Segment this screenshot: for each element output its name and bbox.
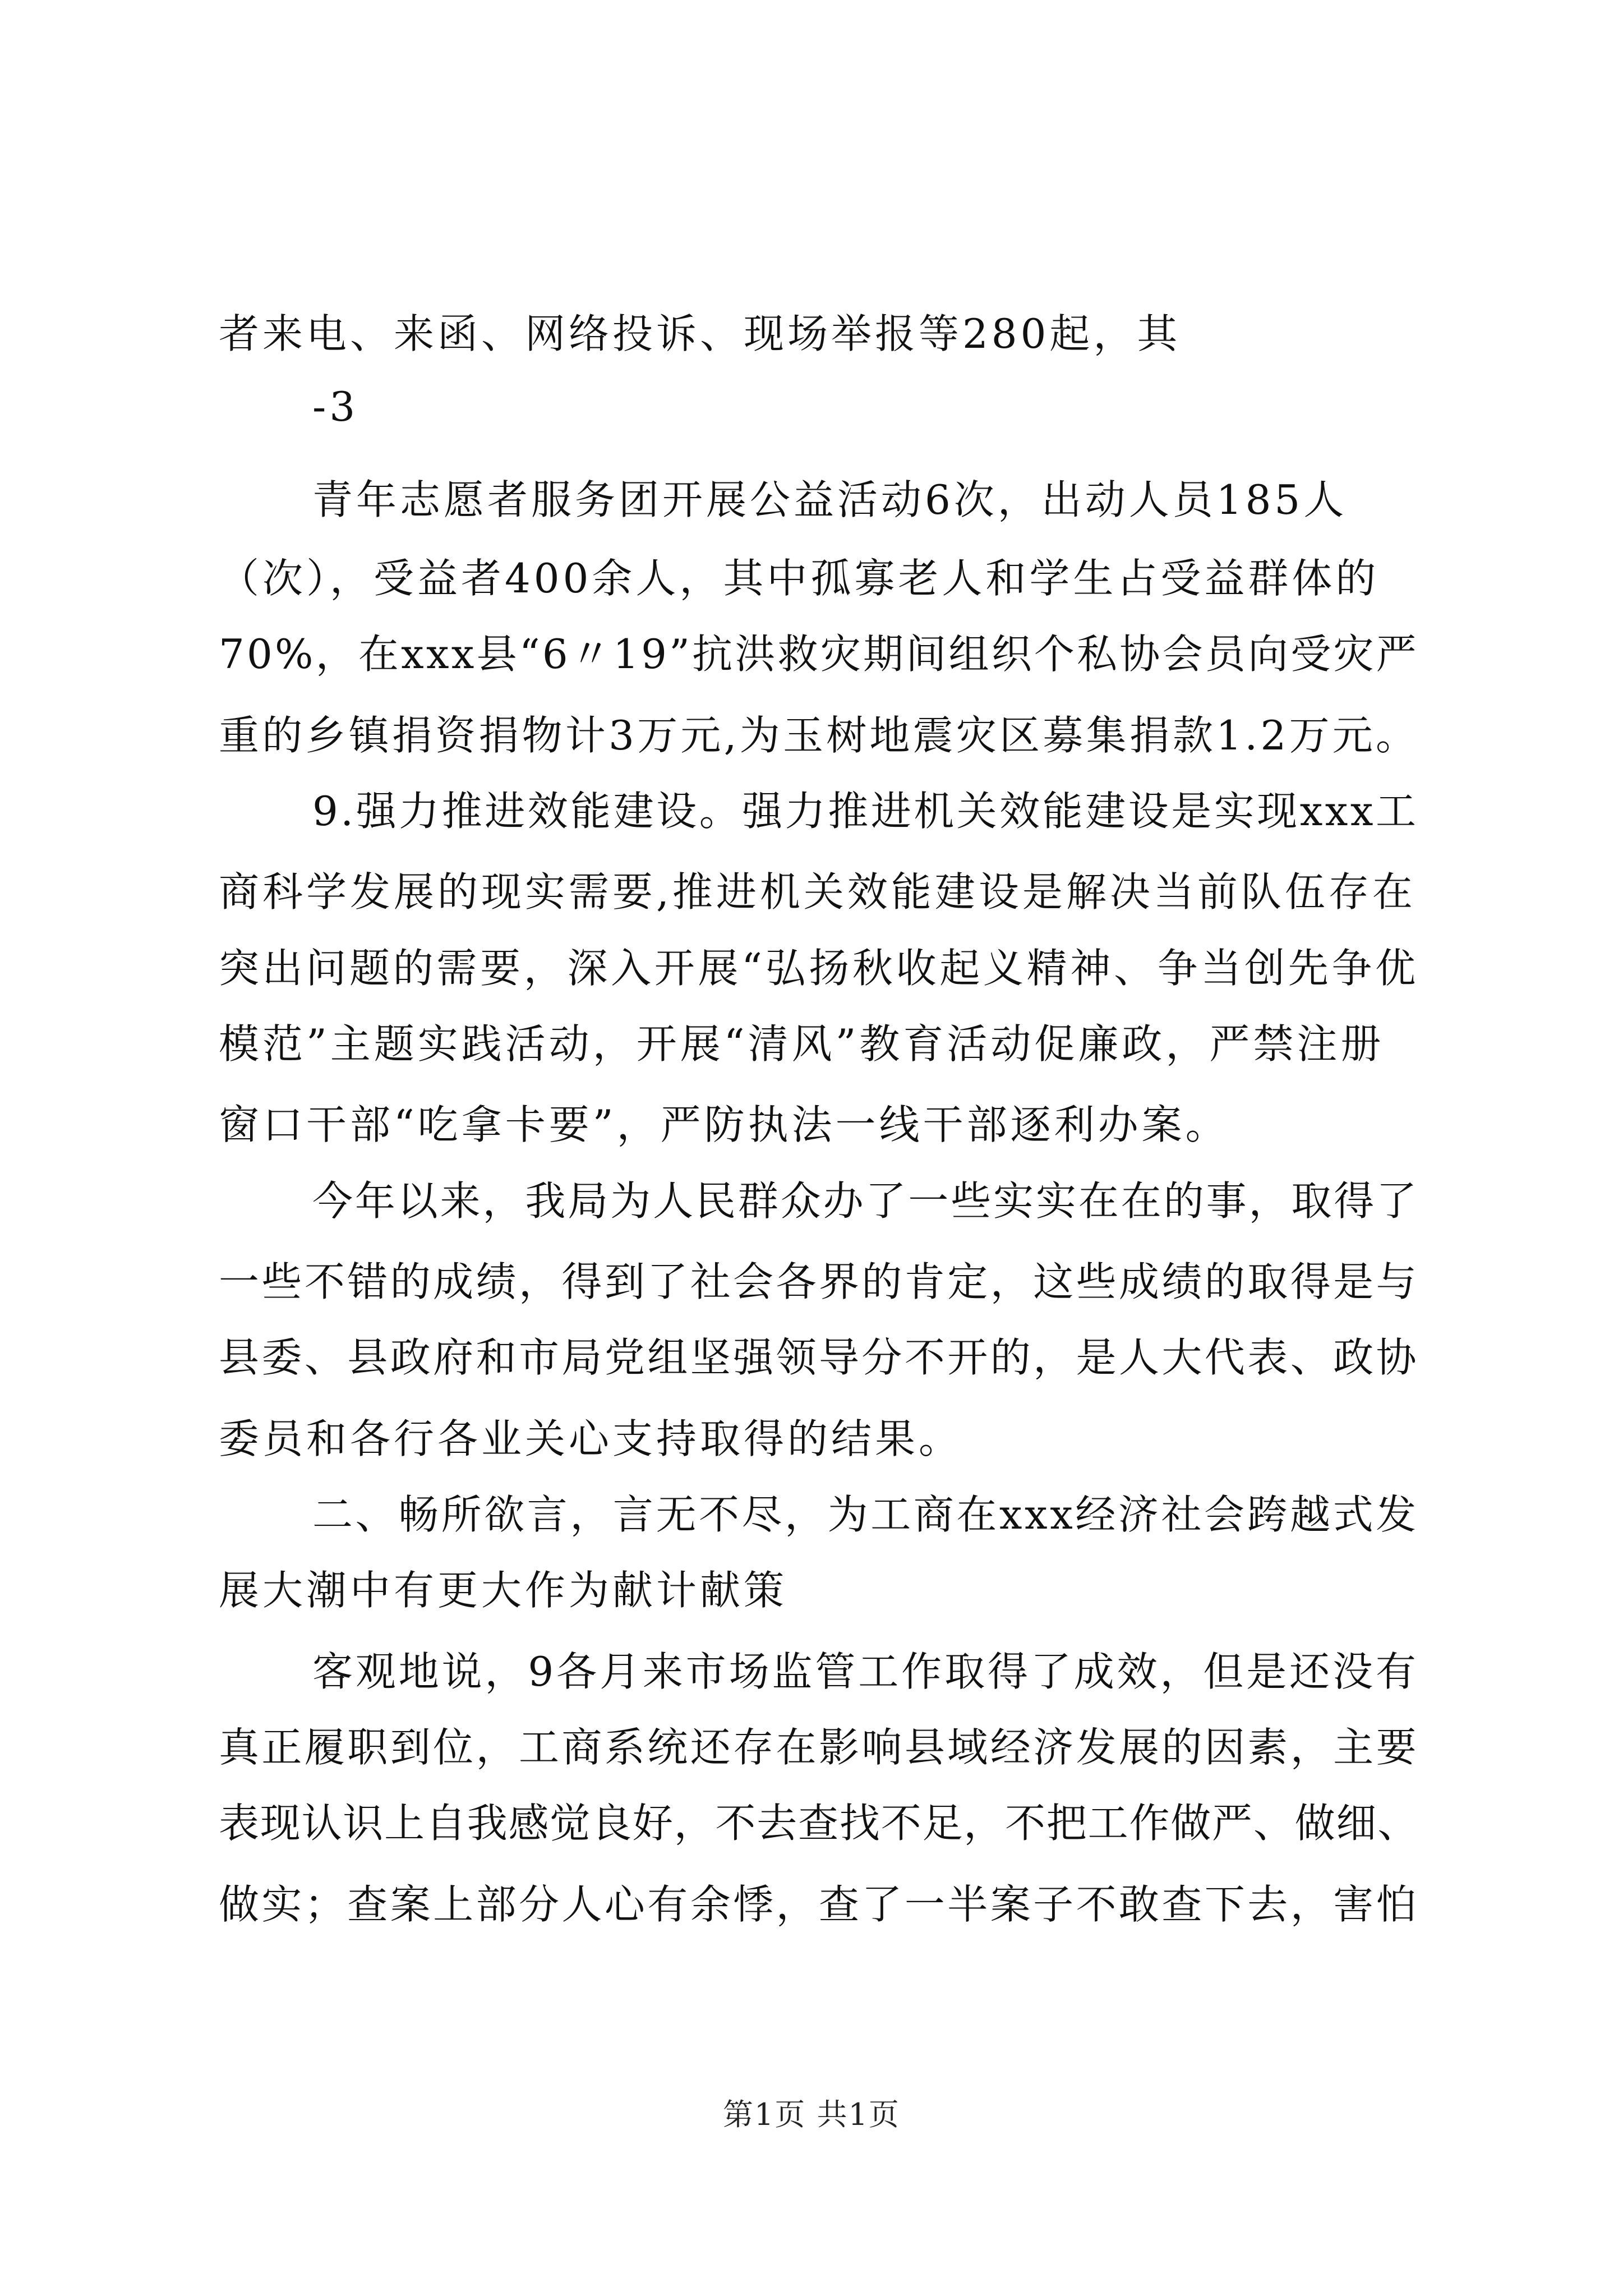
- section-heading: 展大潮中有更大作为献计献策: [219, 1567, 788, 1614]
- text-line: 做实；查案上部分人心有余悸，查了一半案子不敢查下去，害怕: [219, 1881, 1419, 1928]
- paragraph-line: 客观地说，9各月来市场监管工作取得了成效，但是还没有: [312, 1648, 1419, 1695]
- paragraph-line: 青年志愿者服务团开展公益活动6次，出动人员185人: [312, 476, 1348, 523]
- text-line: 商科学发展的现实需要,推进机关效能建设是解决当前队伍存在: [219, 868, 1416, 915]
- page-footer: 第1页 共1页: [723, 2097, 900, 2132]
- section-heading: 二、畅所欲言，言无不尽，为工商在xxx经济社会跨越式发: [312, 1491, 1419, 1538]
- text-line: 者来电、来函、网络投诉、现场举报等280起，其: [219, 310, 1181, 357]
- text-line: 70%，在xxx县“6〃19”抗洪救灾期间组织个私协会员向受灾严: [219, 631, 1419, 678]
- text-line: 模范”主题实践活动，开展“清风”教育活动促廉政，严禁注册: [219, 1020, 1385, 1068]
- page-fragment-number: -3: [312, 383, 359, 430]
- paragraph-line: 9.强力推进效能建设。强力推进机关效能建设是实现xxx工: [312, 788, 1419, 835]
- text-line: 重的乡镇捐资捐物计3万元,为玉树地震灾区募集捐款1.2万元。: [219, 712, 1419, 759]
- paragraph-line: 今年以来，我局为人民群众办了一些实实在在的事，取得了: [312, 1177, 1419, 1225]
- text-line: 突出问题的需要，深入开展“弘扬秋收起义精神、争当创先争优: [219, 945, 1419, 992]
- text-line: （次），受益者400余人，其中孤寡老人和学生占受益群体的: [219, 555, 1380, 602]
- text-line: 县委、县政府和市局党组坚强领导分不开的，是人大代表、政协: [219, 1334, 1419, 1381]
- text-line: 委员和各行各业关心支持取得的结果。: [219, 1415, 963, 1462]
- text-line: 窗口干部“吃拿卡要”，严防执法一线干部逐利办案。: [219, 1101, 1229, 1148]
- text-line: 真正履职到位，工商系统还存在影响县域经济发展的因素，主要: [219, 1724, 1419, 1771]
- text-line: 一些不错的成绩，得到了社会各界的肯定，这些成绩的取得是与: [219, 1258, 1419, 1305]
- text-line: 表现认识上自我感觉良好，不去查找不足，不把工作做严、做细、: [219, 1800, 1419, 1847]
